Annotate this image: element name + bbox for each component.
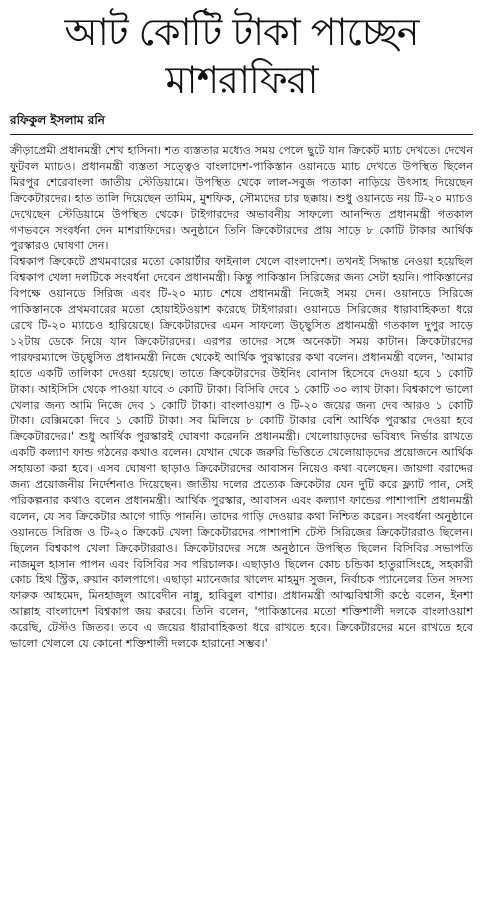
article-body [10, 143, 473, 652]
paragraph-1: ক্রীড়াপ্রেমী প্রধানমন্ত্রী শেখ হাসিনা। শত ব্যস্ততার মধ্যেও সময় পেলে ছুটে যান ক্রিকেট ম্যাচ দেখতে। দেখেন ফুটবল ম্যাচও। প্রধানমন্ত্রী ব্যস্ততা সত্ত্বেও বাংলাদেশ-পাকিস্তান ওয়ানডে ম্যাচ দেখতে উপস্থিত ছিলেন মিরপুর শেরেবাংলা জাতীয় স্টেডিয়ামে। উপস্থিত থেকে লাল-সবুজ পতাকা নাড়িয়ে উৎসাহ দিয়েছেন ক্রিকেটারদের। হাত তালি দিয়েছেন তামিম, মুশফিক, সৌম্যদের চার ছক্কায়। শুধু ওয়ানডে নয় টি-২০ ম্যাচও দেখেছেন স্টেডিয়ামে উপস্থিত থেকে। টাইগারদের অভাবনীয় সাফল্যে আনন্দিত প্রধানমন্ত্রী গতকাল গণভবনে সংবর্ধনা দেন মাশরাফিদের। অনুষ্ঠানে তিনি ক্রিকেটারদের প্রায় সাড়ে ৮ কোটি টাকার আর্থিক পুরস্কারও ঘোষণা দেন। [10, 144, 473, 253]
headline [10, 8, 473, 104]
paragraph-2: বিশ্বকাপ ক্রিকেটে প্রথমবারের মতো কোয়ার্টার ফাইনাল খেলে বাংলাদেশ। তখনই সিদ্ধান্ত নেওয়া হয়েছিল বিশ্বকাপ খেলা দলটিকে সংবর্ধনা দেবেন প্রধানমন্ত্রী। কিন্তু পাকিস্তান সিরিজের জন্য সেটা হয়নি। পাকিস্তানের বিপক্ষে ওয়ানডে সিরিজ এবং টি-২০ ম্যাচ শেষে প্রধানমন্ত্রী নিজেই সময় দেন। ওয়ানডে সিরিজে পাকিস্তানকে প্রথমবারের মতো হোয়াইটওয়াশ করেছে টাইগাররা। ওয়ানডে সিরিজের ধারাবাহিকতা ধরে রেখে টি-২০ ম্যাচেও হারিয়েছে। ক্রিকেটারদের এমন সাফল্যে উচ্ছ্বসিত প্রধানমন্ত্রী গতকাল দুপুর সাড়ে ১২টায় ডেকে নিয়ে যান ক্রিকেটারদের। এরপর তাদের সঙ্গে অনেকটা সময় কাটান। ক্রিকেটারদের পারফরম্যান্সে উচ্ছ্বসিত প্রধানমন্ত্রী নিজে থেকেই আর্থিক পুরস্কারের কথা বলেন। প্রধানমন্ত্রী বলেন, 'আমার হাতে একটি তালিকা দেওয়া হয়েছে। তাতে ক্রিকেটারদের উইনিং বোনাস হিসেবে দেওয়া হবে ১ কোটি টাকা। আইসিসি থেকে পাওয়া যাবে ৩ কোটি টাকা। বিসিবি দেবে ১ কোটি ৩০ লাখ টাকা। বিশ্বকাপে ভালো খেলার জন্য আমি নিজে দেব ১ কোটি টাকা। বাংলাওয়াশ ও টি-২০ জয়ের জন্য দেব আরও ১ কোটি টাকা। বেক্সিমকো দিবে ১ কোটি টাকা। সব মিলিয়ে ৮ কোটি টাকার বেশি আর্থিক পুরস্কার দেওয়া হবে ক্রিকেটারদের।' শুধু আর্থিক পুরস্কারই ঘোষণা করেননি প্রধানমন্ত্রী। খেলোয়াড়দের ভবিষ্যৎ নির্ভার রাখতে একটি কল্যাণ ফান্ড গঠনের কথাও বলেন। যেখান থেকে জরুরি ভিত্তিতে খেলোয়াড়দের প্রয়োজনে আর্থিক সহায়তা করা হবে। এসব ঘোষণা ছাড়াও ক্রিকেটারদের আবাসন নিয়েও কথা বলেছেন। জায়গা বরাদ্দের জন্য প্রয়োজনীয় নির্দেশনাও দিয়েছেন। জাতীয় দলের প্রত্যেক ক্রিকেটার যেন দুটি করে ফ্ল্যাট পান, সেই পরিকল্পনার কথাও বলেন প্রধানমন্ত্রী। আর্থিক পুরস্কার, আবাসন এবং কল্যাণ ফান্ডের পাশাপাশি প্রধানমন্ত্রী বলেন, যে সব ক্রিকেটার আগে গাড়ি পাননি। তাদের গাড়ি দেওয়ার কথা নিশ্চিত করেন। সংবর্ধনা অনুষ্ঠানে ওয়ানডে সিরিজ ও টি-২০ ক্রিকেট খেলা ক্রিকেটারদের পাশাপাশি টেস্ট সিরিজের ক্রিকেটাররাও ছিলেন। ছিলেন বিশ্বকাপ খেলা ক্রিকেটাররাও। ক্রিকেটারদের সঙ্গে অনুষ্ঠানে উপস্থিত ছিলেন বিসিবির সভাপতি নাজমুল হাসান পাপন এবং বিসিবির সব পরিচালক। এছাড়াও ছিলেন কোচ চন্ডিকা হাতুরাসিংহে, সহকারী কোচ হিথ স্ট্রিক, রুয়ান কালপাগে। এছাড়া ম্যানেজার খালেদ মাহমুদ সুজন, নির্বাচক প্যানেলের তিন সদস্য ফারুক আহমেদ, মিনহাজুল আবেদীন নান্নু, হাবিবুল বাশার। প্রধানমন্ত্রী আত্মবিশ্বাসী কণ্ঠে বলেন, ইনশা আল্লাহ বাংলাদেশ বিশ্বকাপ জয় করবে। তিনি বলেন, 'পাকিস্তানের মতো শক্তিশালী দলকে বাংলাওয়াশ করেছি, টেস্টও জিতব। তবে এ জয়ের ধারাবাহিকতা ধরে রাখতে হবে। ক্রিকেটারদের মনে রাখতে হবে ভালো খেললে যে কোনো শক্তিশালী দলকে হারানো সম্ভব।' [10, 255, 473, 651]
headline-line-2: মাশরাফিরা [165, 58, 318, 102]
byline: রফিকুল ইসলাম রনি [10, 113, 105, 127]
headline-line-1: আট কোটি টাকা পাচ্ছেন [64, 10, 419, 54]
divider [10, 134, 473, 135]
